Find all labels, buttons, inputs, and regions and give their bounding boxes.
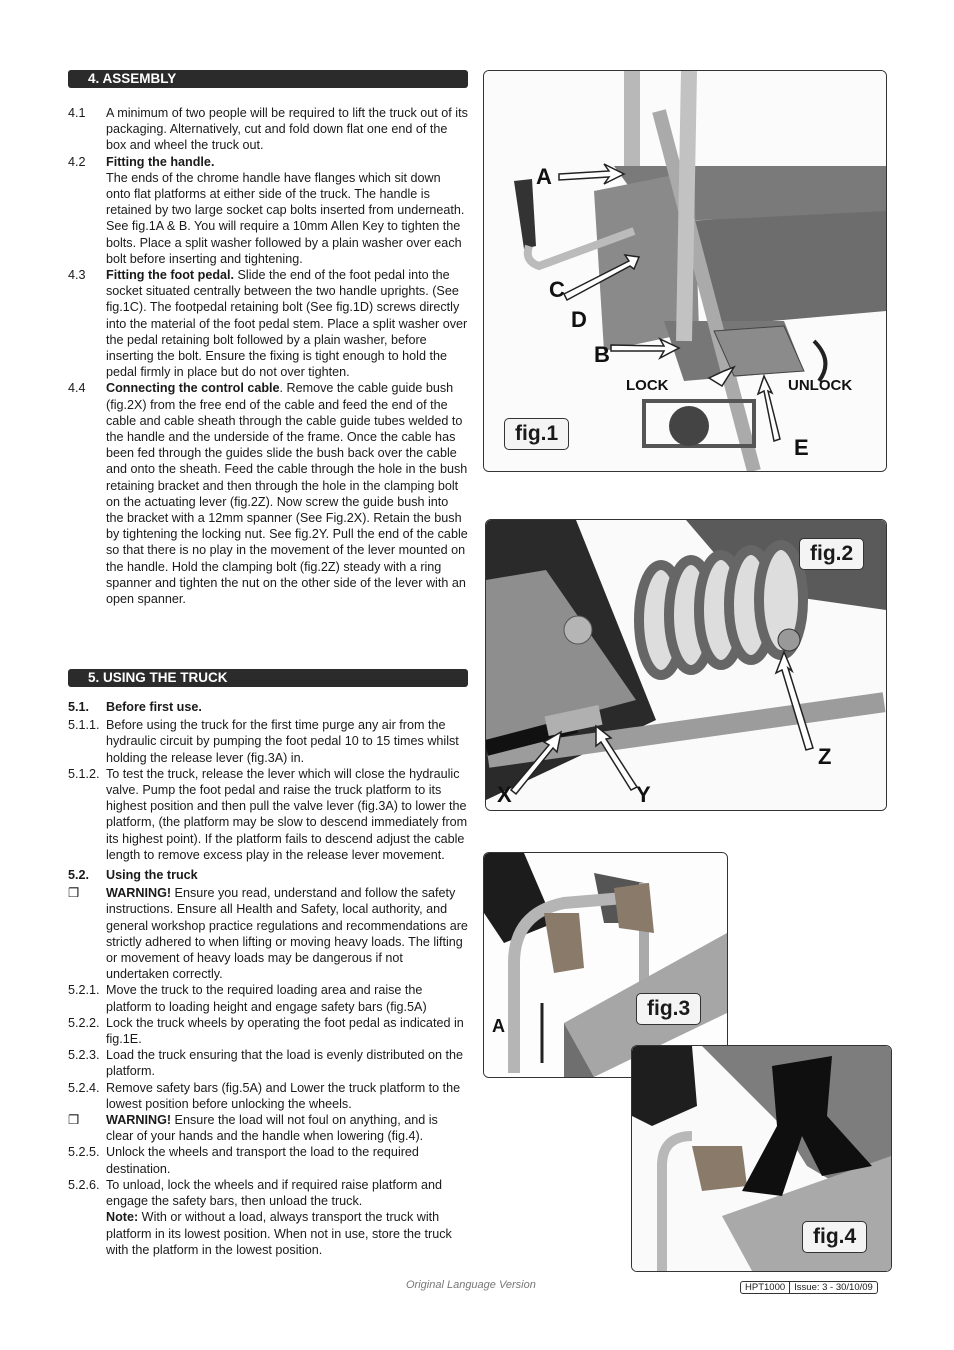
warning-text: Ensure you read, understand and follow the safety instructions. Ensure all Health and Safety, local authority, and general workshop practice regulations and recommendations are strictly adhered to when lifting or moving heavy loads. The lifting or movement of heavy loads may be dangerous if not undertaken correctly. — [106, 886, 468, 982]
warning-heading: WARNING! — [106, 886, 172, 901]
callout-d: D — [571, 307, 587, 332]
section-assembly — [68, 70, 468, 607]
warning-heading: WARNING! — [106, 1113, 172, 1128]
list-item — [68, 1177, 468, 1258]
figure-1 — [483, 70, 887, 472]
list-item — [68, 105, 468, 154]
section-using-truck — [68, 669, 468, 1258]
item-number: 4.3 — [68, 268, 86, 283]
callout-c: C — [549, 277, 565, 302]
item-number: 5.2.5. — [68, 1145, 100, 1160]
item-text: Slide the end of the foot pedal into the socket situated centrally between the two handle uprights. (See fig.1C). The footpedal retaining bolt (See fig.1D) screws directly into the material of the foot pedal stem. Place a split washer over the pedal retaining bolt followed by a plain washer, before inserting the bolt. Ensure the fixing is tight enough to hold the pedal firmly in place but do not over tighten. — [106, 268, 468, 380]
footer-reference — [740, 1281, 878, 1294]
figure-4 — [631, 1045, 892, 1272]
item-text: To test the truck, release the lever which will close the hydraulic valve. Pump the foot pedal and raise the truck platform to its highest position and then pull the valve lever (fig.3A) to lower the platform, (the platform may be slow to descend immediately from its highest point). If the platform fails to descend adjust the cable length to remove excess play in the release lever movement. — [106, 766, 468, 862]
figure-label: fig.4 — [802, 1221, 867, 1253]
subheading-text: Using the truck — [106, 868, 198, 883]
subheading — [68, 699, 468, 715]
unlock-label: UNLOCK — [788, 377, 853, 394]
list-item — [68, 717, 468, 766]
item-number: 5.2.3. — [68, 1048, 100, 1063]
warning-item — [68, 1112, 468, 1144]
figure-label: fig.1 — [504, 418, 569, 450]
item-number: 5.2.4. — [68, 1080, 100, 1095]
item-text: Unlock the wheels and transport the load to the required destination. — [106, 1145, 419, 1176]
item-number: 4.4 — [68, 381, 86, 396]
item-number: 5.2.1. — [68, 983, 100, 998]
figure-label: fig.2 — [799, 538, 864, 570]
warning-text: Ensure the load will not foul on anything, and is clear of your hands and the handle when lowering (fig.4). — [106, 1113, 438, 1144]
subheading-text: Before first use. — [106, 700, 202, 714]
item-text: To unload, lock the wheels and if required raise platform and engage the safety bars, then unload the truck. — [106, 1177, 443, 1209]
item-number: 5.1.1. — [68, 718, 100, 733]
item-text: Before using the truck for the first time purge any air from the hydraulic circuit by pumping the foot pedal 10 to 15 times whilst holding the release lever (fig.3A) in. — [106, 718, 459, 765]
fig1-illustration — [484, 71, 886, 471]
figure-2 — [485, 519, 887, 811]
checkbox-icon: ❒ — [68, 886, 80, 901]
note-text: With or without a load, always transport the truck with platform in its lowest position. When not in use, store the truck with the platform in the lowest position. — [106, 1210, 452, 1257]
item-text: The ends of the chrome handle have flanges which sit down onto flat platforms at either side of the truck. The handle is retained by two large socket cap bolts inserted from underneath. See fig.1A & B. You will require a 10mm Allen Key to tighten the bolts. Place a split washer followed by a plain washer over each bolt before inserting and tightening. — [106, 170, 465, 266]
list-item — [68, 380, 468, 607]
item-text: A minimum of two people will be required to lift the truck out of its packaging. Alternatively, cut and fold down flat one end of the box and wheel the truck out. — [106, 106, 468, 153]
callout-z: Z — [818, 744, 832, 769]
item-heading: Fitting the foot pedal. — [106, 268, 235, 283]
list-item — [68, 1047, 468, 1079]
item-number: 5.2.2. — [68, 1015, 100, 1030]
item-number: 4.2 — [68, 154, 86, 169]
note-heading: Note: — [106, 1210, 139, 1225]
list-item — [68, 766, 468, 863]
item-heading: Connecting the control cable — [106, 381, 280, 396]
checkbox-icon: ❒ — [68, 1113, 80, 1128]
item-heading: Fitting the handle. — [106, 154, 215, 169]
item-text: Remove safety bars (fig.5A) and Lower the truck platform to the lowest position before unlocking the wheels. — [106, 1080, 461, 1111]
item-number: 5.2.6. — [68, 1177, 100, 1192]
item-text: Move the truck to the required loading area and raise the platform to loading height and engage safety bars (fig.5A) — [106, 983, 427, 1014]
issue-date: Issue: 3 - 30/10/09 — [789, 1282, 877, 1293]
callout-e: E — [794, 435, 809, 460]
lock-label: LOCK — [626, 377, 669, 394]
warning-item — [68, 885, 468, 982]
footer-language-note: Original Language Version — [406, 1279, 536, 1291]
callout-y: Y — [636, 782, 651, 807]
list-item — [68, 154, 468, 267]
subheading-number: 5.2. — [68, 868, 90, 883]
item-number: 4.1 — [68, 106, 86, 120]
list-item — [68, 1144, 468, 1176]
item-number: 5.1.2. — [68, 766, 100, 781]
list-item — [68, 1015, 468, 1047]
model-number: HPT1000 — [745, 1282, 786, 1293]
subheading-number: 5.1. — [68, 700, 90, 714]
list-item — [68, 267, 468, 380]
item-text: Load the truck ensuring that the load is evenly distributed on the platform. — [106, 1048, 464, 1079]
section-heading: 5. USING THE TRUCK — [68, 669, 468, 687]
callout-a: A — [492, 1016, 505, 1036]
section-heading: 4. ASSEMBLY — [68, 70, 468, 88]
callout-b: B — [594, 342, 610, 367]
item-text: Lock the truck wheels by operating the foot pedal as indicated in fig.1E. — [106, 1015, 464, 1047]
list-item — [68, 1080, 468, 1112]
list-item — [68, 982, 468, 1014]
callout-a: A — [536, 164, 552, 189]
figure-label: fig.3 — [636, 993, 701, 1025]
item-text: . Remove the cable guide bush (fig.2X) from the free end of the cable and feed the end of the cable and cable sheath through the cable guide tubes welded to the handle and the underside of the frame. Once the cable has been fed through the guides slide the bush back over the cable and onto the sheath. Feed the cable through the hole in the bush retaining bracket and then through the hole in the clamping bolt on the actuating lever (fig.2Z). Now screw the guide bush into the bracket with a 12mm spanner (See Fig.2X). Retain the bush by tightening the locking nut. See fig.2Y. Pull the end of the cable so that there is no play in the movement of the lever mounted on the handle. Hold the clamping bolt (fig.2Z) steady with a ring spanner and tighten the nut on the other side of the lever with an open spanner. — [106, 381, 468, 607]
callout-x: X — [497, 782, 512, 807]
subheading — [68, 867, 468, 883]
fig3-illustration — [484, 853, 727, 1077]
